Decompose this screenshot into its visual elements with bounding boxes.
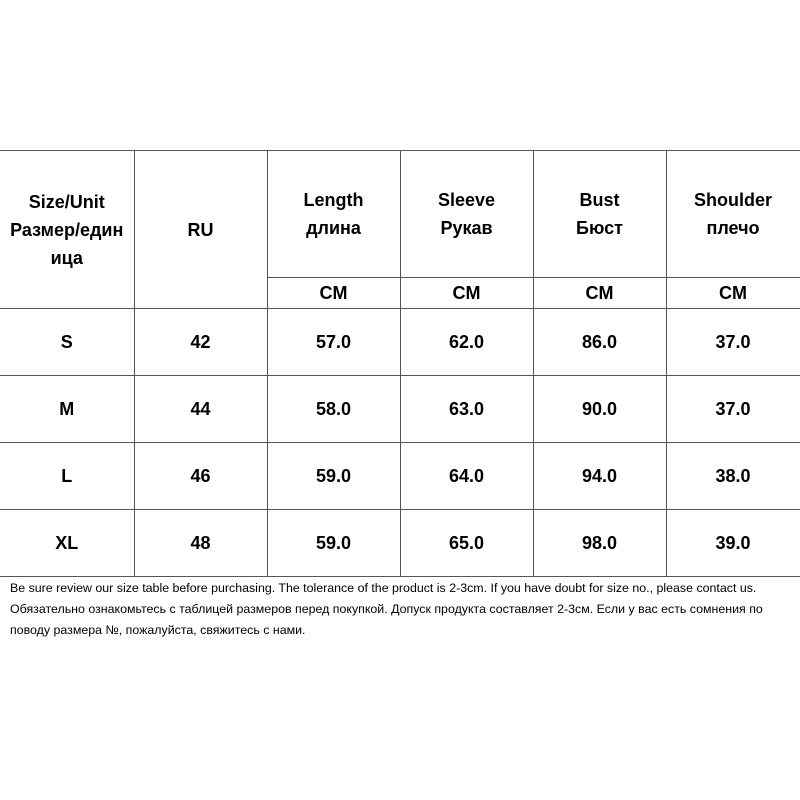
size-table xyxy=(0,150,800,577)
cell-bust: 98.0 xyxy=(533,510,666,577)
cell-length: 59.0 xyxy=(267,443,400,510)
cell-shoulder: 38.0 xyxy=(666,443,800,510)
header-row xyxy=(0,151,800,278)
cell-size: M xyxy=(0,376,134,443)
unit-shoulder: CM xyxy=(666,278,800,309)
cell-length: 59.0 xyxy=(267,510,400,577)
header-length-ru: длина xyxy=(306,218,361,238)
table-row xyxy=(0,443,800,510)
cell-ru: 46 xyxy=(134,443,267,510)
cell-size: L xyxy=(0,443,134,510)
header-size-unit-en: Size/Unit xyxy=(28,191,105,212)
cell-shoulder: 37.0 xyxy=(666,309,800,376)
header-length-en: Length xyxy=(303,190,364,210)
cell-length: 57.0 xyxy=(267,309,400,376)
cell-shoulder: 39.0 xyxy=(666,510,800,577)
header-sleeve-en: Sleeve xyxy=(437,190,496,210)
unit-sleeve: CM xyxy=(400,278,533,309)
unit-length: CM xyxy=(267,278,400,309)
header-sleeve-ru: Рукав xyxy=(440,218,493,238)
header-shoulder-ru: плечо xyxy=(706,218,760,238)
header-bust-en: Bust xyxy=(579,190,620,210)
table-row xyxy=(0,510,800,577)
cell-sleeve: 62.0 xyxy=(400,309,533,376)
header-shoulder xyxy=(666,151,800,278)
cell-size: S xyxy=(0,309,134,376)
cell-length: 58.0 xyxy=(267,376,400,443)
cell-bust: 86.0 xyxy=(533,309,666,376)
header-sleeve xyxy=(400,151,533,278)
cell-bust: 90.0 xyxy=(533,376,666,443)
cell-bust: 94.0 xyxy=(533,443,666,510)
header-length xyxy=(267,151,400,278)
header-shoulder-en: Shoulder xyxy=(693,190,772,210)
cell-shoulder: 37.0 xyxy=(666,376,800,443)
cell-sleeve: 64.0 xyxy=(400,443,533,510)
header-bust-ru: Бюст xyxy=(576,218,623,238)
header-ru: RU xyxy=(134,151,267,309)
table-row xyxy=(0,309,800,376)
cell-sleeve: 65.0 xyxy=(400,510,533,577)
cell-ru: 44 xyxy=(134,376,267,443)
cell-ru: 42 xyxy=(134,309,267,376)
header-size-unit-ru-2: ица xyxy=(50,247,83,268)
header-size-unit xyxy=(0,151,134,309)
cell-sleeve: 63.0 xyxy=(400,376,533,443)
cell-ru: 48 xyxy=(134,510,267,577)
note-russian: Обязательно ознакомьтесь с таблицей размеров перед покупкой. Допуск продукта составляет 2-3см. Если у вас есть сомнения по поводу размера №, пожалуйста, свяжитесь с нами. xyxy=(10,602,763,637)
note-english: Be sure review our size table before purchasing. The tolerance of the product is 2-3cm. If you have doubt for size no., please contact us. xyxy=(10,581,757,595)
cell-size: XL xyxy=(0,510,134,577)
header-bust xyxy=(533,151,666,278)
table-row xyxy=(0,376,800,443)
header-size-unit-ru-1: Размер/един xyxy=(10,219,124,240)
unit-bust: CM xyxy=(533,278,666,309)
